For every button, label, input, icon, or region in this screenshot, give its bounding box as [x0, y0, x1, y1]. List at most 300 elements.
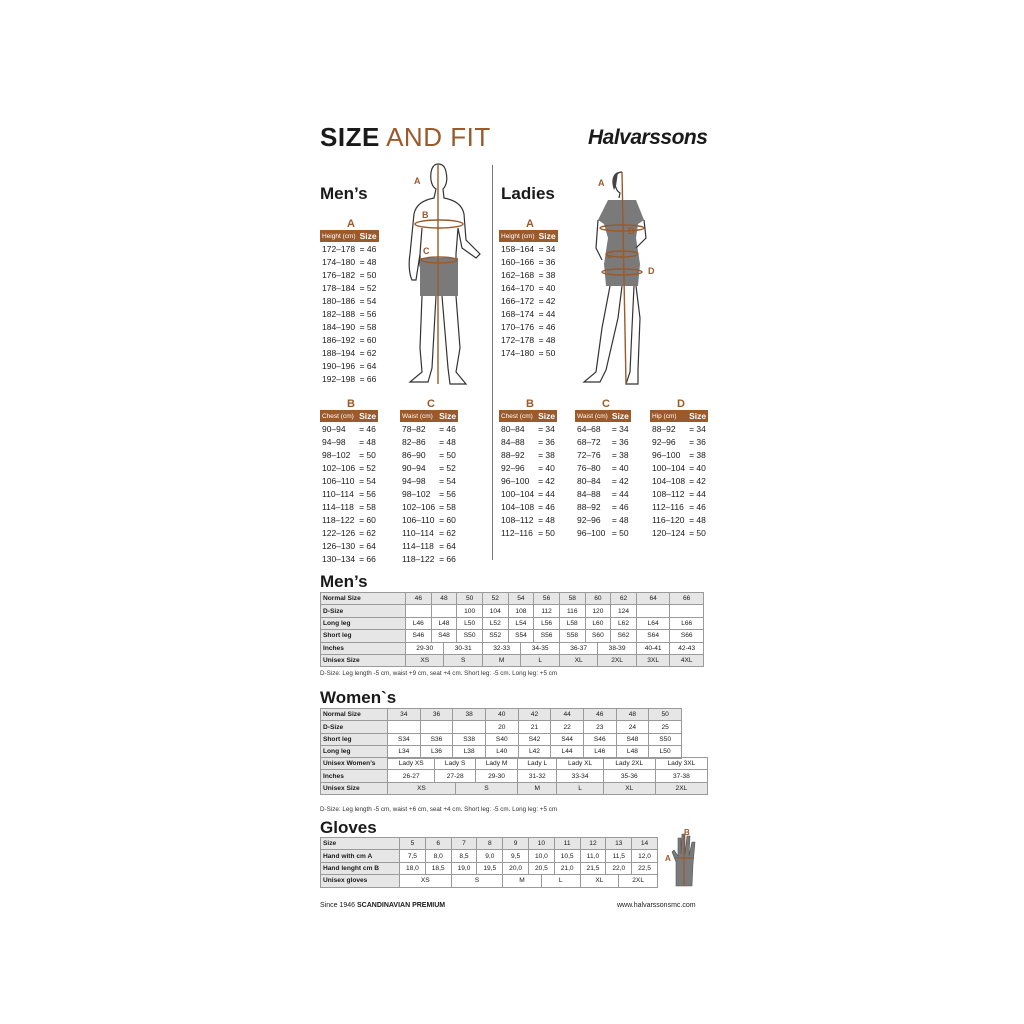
mens-chest-row — [320, 526, 378, 539]
ladies-hip-size: = 46 — [689, 501, 706, 512]
mens-waist-range: 82–86 — [402, 436, 426, 447]
mens-waist-row — [400, 539, 458, 552]
mens-height-size: = 62 — [359, 347, 377, 358]
womens-grid-cell: 36 — [420, 709, 453, 721]
mens-waist-row — [400, 474, 458, 487]
ladies-fig-letter-a: A — [598, 178, 605, 188]
mens-height-row — [320, 242, 379, 255]
title-light: AND FIT — [386, 122, 491, 152]
gloves-grid-cell: 20,0 — [503, 862, 529, 874]
ladies-height-table — [499, 230, 558, 359]
mens-chest-row — [320, 422, 378, 435]
ladies-height-row — [499, 255, 558, 268]
ladies-hip-range: 92–96 — [652, 436, 676, 447]
ladies-hip-row — [650, 487, 708, 500]
womens-inches-cell: 37-38 — [655, 770, 707, 782]
mens-grid-note: D-Size: Leg length -5 cm, waist +9 cm, seat +4 cm. Short leg: -5 cm. Long leg: +5 cm — [320, 670, 558, 677]
mens-waist-size: = 64 — [439, 540, 456, 551]
mens-waist-row — [400, 461, 458, 474]
mens-shorts — [420, 258, 458, 296]
ladies-hip-row — [650, 461, 708, 474]
womens-grid-cell: 48 — [616, 709, 649, 721]
ladies-height-size: = 42 — [538, 295, 556, 306]
ladies-chest-row — [499, 500, 557, 513]
womens-grid-cell: 42 — [518, 709, 551, 721]
gloves-grid-cell: 11,0 — [580, 850, 606, 862]
mens-height-size: = 50 — [359, 269, 377, 280]
mens-fig-letter-a: A — [414, 176, 421, 186]
ladies-height-row — [499, 268, 558, 281]
mens-grid-cell: 42-43 — [670, 642, 704, 654]
ladies-waist-col-label: Waist (cm) — [575, 410, 610, 422]
mens-height-row — [320, 294, 379, 307]
ladies-chest-range: 84–88 — [501, 436, 525, 447]
mens-waist-row — [400, 448, 458, 461]
mens-height-row — [320, 255, 379, 268]
ladies-chest-block — [499, 398, 561, 539]
ladies-chest-size: = 40 — [538, 462, 555, 473]
womens-grid-cell: 50 — [649, 709, 682, 721]
mens-grid-cell: 40-41 — [636, 642, 670, 654]
mens-grid-cell — [431, 605, 457, 617]
womens-grid-cell: 46 — [583, 709, 616, 721]
ladies-waist-block — [575, 398, 637, 539]
ladies-hip-row — [650, 474, 708, 487]
ladies-waist-size: = 40 — [611, 462, 629, 473]
gloves-grid-cell: 5 — [400, 838, 426, 850]
mens-chest-row — [320, 461, 378, 474]
gloves-grid-cell: 21,5 — [580, 862, 606, 874]
ladies-hip-range: 116–120 — [652, 514, 685, 525]
womens-grid-row — [321, 709, 682, 721]
gloves-grid-cell: 18,5 — [425, 862, 451, 874]
mens-height-range: 174–180 — [322, 256, 356, 267]
glove-hand-illustration — [664, 828, 706, 890]
ladies-hip-range: 88–92 — [652, 423, 676, 434]
ladies-waist-range: 72–76 — [577, 449, 601, 460]
ladies-hip-range: 120–124 — [652, 527, 686, 538]
mens-grid-cell: 29-30 — [406, 642, 444, 654]
mens-grid-label: Short leg — [321, 630, 406, 642]
womens-unisex-cell: Lady 2XL — [603, 758, 655, 770]
mens-grid-cell: 60 — [585, 593, 611, 605]
ladies-height-size: = 34 — [538, 243, 556, 254]
womens-inches-row — [321, 770, 708, 782]
ladies-hip-size: = 44 — [689, 488, 706, 499]
mens-grid-cell — [670, 605, 704, 617]
ladies-waist-range: 96–100 — [577, 527, 606, 538]
mens-waist-table — [400, 410, 458, 565]
mens-fig-letter-c: C — [423, 246, 430, 256]
ladies-hip-range: 100–104 — [652, 462, 686, 473]
womens-grid-cell: L34 — [388, 746, 421, 758]
gloves-grid-heading: Gloves — [320, 818, 377, 837]
womens-unisex-size-row — [321, 782, 708, 794]
ladies-height-block — [499, 218, 561, 359]
mens-chest-row — [320, 513, 378, 526]
gloves-unisex-label: Unisex gloves — [321, 875, 400, 887]
ladies-hip-range: 112–116 — [652, 501, 684, 512]
womens-unisex-cell: Lady S — [435, 758, 475, 770]
mens-grid-cell: 36-37 — [559, 642, 597, 654]
mens-height-row — [320, 320, 379, 333]
ladies-hip-size-label: Size — [689, 411, 707, 421]
womens-grid-row — [321, 733, 682, 745]
womens-grid-cell — [388, 721, 421, 733]
ladies-chest-row — [499, 422, 557, 435]
gloves-grid-cell: 7 — [451, 838, 477, 850]
mens-grid-row — [321, 654, 704, 666]
mens-chest-size: = 46 — [359, 423, 376, 434]
mens-waist-row — [400, 500, 458, 513]
mens-grid-row — [321, 642, 704, 654]
mens-chest-row — [320, 448, 378, 461]
mens-waist-row — [400, 552, 458, 565]
womens-grid-cell: S50 — [649, 733, 682, 745]
mens-chest-header-row — [320, 410, 378, 422]
mens-height-size: = 48 — [359, 256, 377, 267]
mens-chest-row — [320, 552, 378, 565]
womens-unisex-size-label: Unisex Size — [321, 782, 388, 794]
gloves-grid-label: Hand lenght cm B — [321, 862, 400, 874]
mens-chest-range: 118–122 — [322, 514, 355, 525]
womens-grid-cell: S38 — [453, 733, 486, 745]
mens-grid-cell: L62 — [611, 617, 637, 629]
womens-grid-label: Normal Size — [321, 709, 388, 721]
ladies-chest-size: = 38 — [538, 449, 555, 460]
mens-grid-cell: XL — [559, 654, 597, 666]
womens-grid-label: Short leg — [321, 733, 388, 745]
ladies-waist-range: 84–88 — [577, 488, 601, 499]
ladies-hip-row — [650, 422, 708, 435]
ladies-waist-size: = 34 — [611, 423, 629, 434]
mens-waist-range: 114–118 — [402, 540, 434, 551]
mens-height-size: = 54 — [359, 295, 377, 306]
mens-height-table — [320, 230, 379, 385]
ladies-chest-table — [499, 410, 557, 539]
ladies-chest-range: 96–100 — [501, 475, 530, 486]
womens-grid-cell: L36 — [420, 746, 453, 758]
gloves-grid-cell: 9,5 — [503, 850, 529, 862]
gloves-size-grid — [320, 837, 658, 888]
womens-grid-cell: 40 — [485, 709, 518, 721]
mens-grid-heading: Men’s — [320, 572, 368, 591]
womens-grid-cell: S36 — [420, 733, 453, 745]
womens-inches-cell: 27-28 — [435, 770, 475, 782]
womens-grid-cell: 22 — [551, 721, 584, 733]
title-bold: SIZE — [320, 122, 380, 152]
mens-chest-row — [320, 474, 378, 487]
womens-inches-label: Inches — [321, 770, 388, 782]
mens-waist-size: = 54 — [439, 475, 456, 486]
mens-height-row — [320, 281, 379, 294]
womens-grid-cell: 24 — [616, 721, 649, 733]
womens-grid-heading: Women`s — [320, 688, 397, 707]
mens-height-row — [320, 307, 379, 320]
ladies-waist-row — [575, 474, 631, 487]
ladies-height-range: 164–170 — [501, 282, 535, 293]
mens-grid-cell: 62 — [611, 593, 637, 605]
ladies-height-size: = 50 — [538, 347, 556, 358]
ladies-height-header-row — [499, 230, 558, 242]
ladies-hip-row — [650, 500, 708, 513]
gloves-grid-cell: 6 — [425, 838, 451, 850]
mens-chest-range: 98–102 — [322, 449, 351, 460]
mens-grid-row — [321, 617, 704, 629]
mens-grid-cell: 3XL — [636, 654, 670, 666]
mens-height-range: 192–198 — [322, 373, 356, 384]
ladies-chest-row — [499, 526, 557, 539]
womens-size-grid — [320, 708, 682, 759]
mens-height-block — [320, 218, 382, 385]
mens-waist-block — [400, 398, 462, 565]
ladies-waist-range: 68–72 — [577, 436, 601, 447]
mens-chest-table — [320, 410, 378, 565]
womens-inches-cell: 31-32 — [518, 770, 557, 782]
mens-grid-cell — [406, 605, 432, 617]
ladies-height-row — [499, 307, 558, 320]
mens-grid-cell: 124 — [611, 605, 637, 617]
mens-chest-range: 102–106 — [322, 462, 356, 473]
mens-grid-cell: L66 — [670, 617, 704, 629]
mens-chest-range: 110–114 — [322, 488, 354, 499]
ladies-chest-range: 80–84 — [501, 423, 525, 434]
mens-grid-cell: 100 — [457, 605, 483, 617]
mens-waist-size-label: Size — [439, 411, 457, 421]
ladies-waist-size: = 48 — [611, 514, 629, 525]
ladies-height-row — [499, 333, 558, 346]
ladies-chest-size: = 34 — [538, 423, 555, 434]
ladies-heading: Ladies — [501, 184, 555, 203]
womens-grid-cell: L44 — [551, 746, 584, 758]
gloves-grid-cell: 19,5 — [477, 862, 503, 874]
mens-height-header-row — [320, 230, 379, 242]
mens-chest-size: = 50 — [359, 449, 376, 460]
womens-unisex-cell: Lady 3XL — [655, 758, 707, 770]
mens-grid-cell: S60 — [585, 630, 611, 642]
womens-unisex-size-cell: XS — [388, 782, 456, 794]
mens-waist-size: = 50 — [439, 449, 456, 460]
womens-grid-cell: 21 — [518, 721, 551, 733]
gloves-grid-cell: 11,5 — [606, 850, 632, 862]
ladies-chest-size: = 36 — [538, 436, 555, 447]
ladies-hip-block — [650, 398, 712, 539]
mens-chest-size: = 58 — [359, 501, 376, 512]
mens-waist-range: 110–114 — [402, 527, 434, 538]
ladies-chest-size: = 46 — [538, 501, 555, 512]
gloves-unisex-cell: S — [451, 875, 503, 887]
mens-grid-cell: XS — [406, 654, 444, 666]
mens-waist-size: = 46 — [439, 423, 456, 434]
mens-grid-cell: 104 — [482, 605, 508, 617]
ladies-waist-size: = 46 — [611, 501, 629, 512]
ladies-waist-range: 64–68 — [577, 423, 601, 434]
mens-grid-cell: L50 — [457, 617, 483, 629]
ladies-height-size: = 36 — [538, 256, 556, 267]
ladies-height-size: = 48 — [538, 334, 556, 345]
ladies-hip-range: 104–108 — [652, 475, 686, 486]
mens-chest-range: 94–98 — [322, 436, 346, 447]
mens-grid-cell: L52 — [482, 617, 508, 629]
ladies-chest-range: 104–108 — [501, 501, 535, 512]
gloves-grid-row — [321, 838, 658, 850]
ladies-waist-size: = 44 — [611, 488, 629, 499]
mens-grid-label: Inches — [321, 642, 406, 654]
ladies-chest-row — [499, 435, 557, 448]
mens-grid-cell: L54 — [508, 617, 534, 629]
mens-height-range: 186–192 — [322, 334, 356, 345]
womens-unisex-size-cell: XL — [603, 782, 655, 794]
mens-height-row — [320, 359, 379, 372]
ladies-chest-size-label: Size — [538, 411, 556, 421]
ladies-waist-row — [575, 461, 631, 474]
mens-grid-cell: 4XL — [670, 654, 704, 666]
mens-grid-cell — [636, 605, 670, 617]
ladies-height-range: 166–172 — [501, 295, 535, 306]
ladies-fig-letter-d: D — [648, 266, 655, 276]
womens-grid-cell — [453, 721, 486, 733]
mens-grid-label: Long leg — [321, 617, 406, 629]
mens-heading: Men’s — [320, 184, 368, 203]
mens-grid-cell: 108 — [508, 605, 534, 617]
gloves-grid-row — [321, 862, 658, 874]
womens-inches-cell: 26-27 — [388, 770, 435, 782]
mens-grid-cell: 2XL — [598, 654, 637, 666]
womens-grid-cell: 44 — [551, 709, 584, 721]
ladies-waist-size: = 38 — [611, 449, 629, 460]
page-title — [320, 122, 491, 153]
ladies-chest-size: = 50 — [538, 527, 555, 538]
mens-grid-cell: M — [482, 654, 520, 666]
mens-grid-cell: 52 — [482, 593, 508, 605]
ladies-height-size-label: Size — [538, 231, 556, 241]
ladies-chest-header-row — [499, 410, 557, 422]
ladies-waist-letter: C — [602, 398, 610, 410]
ladies-hip-table — [650, 410, 708, 539]
mens-waist-range: 86–90 — [402, 449, 426, 460]
ladies-height-range: 158–164 — [501, 243, 535, 254]
mens-chest-size: = 66 — [359, 553, 376, 564]
gloves-grid-cell: 12 — [580, 838, 606, 850]
brand-logo: Halvarssons — [588, 126, 708, 149]
mens-waist-col-label: Waist (cm) — [400, 410, 437, 422]
ladies-chest-range: 88–92 — [501, 449, 525, 460]
womens-grid-cell: 34 — [388, 709, 421, 721]
ladies-height-letter: A — [526, 218, 534, 230]
gloves-grid-cell: 10 — [528, 838, 554, 850]
womens-grid-label: Long leg — [321, 746, 388, 758]
mens-waist-size: = 62 — [439, 527, 456, 538]
ladies-chest-size: = 44 — [538, 488, 555, 499]
gloves-unisex-cell: L — [541, 875, 580, 887]
mens-grid-cell: S — [444, 654, 483, 666]
ladies-hip-row — [650, 513, 708, 526]
womens-grid-label: D-Size — [321, 721, 388, 733]
womens-grid-cell: S46 — [583, 733, 616, 745]
ladies-waist-range: 80–84 — [577, 475, 601, 486]
ladies-chest-size: = 48 — [538, 514, 555, 525]
mens-grid-cell: L48 — [431, 617, 457, 629]
footer-tagline — [320, 902, 445, 909]
ladies-hip-col-label: Hip (cm) — [650, 410, 687, 422]
gloves-grid-cell: 19,0 — [451, 862, 477, 874]
mens-grid-label: Normal Size — [321, 593, 406, 605]
womens-unisex-cell: Lady XL — [557, 758, 603, 770]
ladies-chest-range: 112–116 — [501, 527, 533, 538]
mens-grid-cell: S66 — [670, 630, 704, 642]
mens-waist-header-row — [400, 410, 458, 422]
mens-grid-cell: S48 — [431, 630, 457, 642]
mens-height-range: 172–178 — [322, 243, 356, 254]
mens-grid-cell: 116 — [559, 605, 585, 617]
gloves-grid-cell: 8 — [477, 838, 503, 850]
gloves-unisex-cell: M — [503, 875, 542, 887]
mens-height-letter: A — [347, 218, 355, 230]
mens-waist-letter: C — [427, 398, 435, 410]
mens-waist-size: = 56 — [439, 488, 456, 499]
ladies-height-range: 170–176 — [501, 321, 535, 332]
mens-grid-cell: L46 — [406, 617, 432, 629]
gloves-grid-cell: 10,5 — [554, 850, 580, 862]
mens-grid-cell: S56 — [534, 630, 560, 642]
mens-grid-cell: 38-39 — [598, 642, 637, 654]
gloves-grid-label: Hand with cm A — [321, 850, 400, 862]
mens-height-size: = 64 — [359, 360, 377, 371]
mens-height-size: = 46 — [359, 243, 377, 254]
womens-grid-cell: S48 — [616, 733, 649, 745]
mens-grid-cell: S46 — [406, 630, 432, 642]
mens-waist-size: = 58 — [439, 501, 456, 512]
gloves-grid-cell: 18,0 — [400, 862, 426, 874]
gloves-grid-cell: 21,0 — [554, 862, 580, 874]
ladies-chest-row — [499, 487, 557, 500]
ladies-waist-row — [575, 487, 631, 500]
mens-chest-row — [320, 539, 378, 552]
ladies-height-row — [499, 320, 558, 333]
womens-grid-cell: L48 — [616, 746, 649, 758]
ladies-hip-letter: D — [677, 398, 685, 410]
gloves-grid-cell: 13 — [606, 838, 632, 850]
ladies-figure-illustration — [578, 168, 668, 392]
mens-grid-cell: 54 — [508, 593, 534, 605]
mens-waist-range: 78–82 — [402, 423, 426, 434]
mens-chest-col-label: Chest (cm) — [320, 410, 357, 422]
mens-waist-size: = 48 — [439, 436, 456, 447]
mens-grid-cell: S52 — [482, 630, 508, 642]
gloves-grid-cell: 9,0 — [477, 850, 503, 862]
womens-inches-cell: 33-34 — [557, 770, 603, 782]
gloves-grid-cell: 8,5 — [451, 850, 477, 862]
footer-url[interactable]: www.halvarssonsmc.com — [617, 902, 696, 909]
ladies-waist-size: = 50 — [611, 527, 629, 538]
ladies-height-range: 160–166 — [501, 256, 535, 267]
womens-grid-cell: L38 — [453, 746, 486, 758]
mens-chest-size: = 64 — [359, 540, 376, 551]
ladies-height-row — [499, 346, 558, 359]
ladies-waist-size-label: Size — [611, 411, 629, 421]
ladies-height-range: 174–180 — [501, 347, 535, 358]
womens-grid-cell: S42 — [518, 733, 551, 745]
ladies-waist-size: = 42 — [611, 475, 629, 486]
mens-figure-illustration — [398, 158, 490, 390]
womens-grid-cell: L46 — [583, 746, 616, 758]
womens-unisex-size-cell: L — [557, 782, 603, 794]
mens-grid-cell: S50 — [457, 630, 483, 642]
gloves-grid-cell: 8,0 — [425, 850, 451, 862]
ladies-waist-row — [575, 448, 631, 461]
womens-grid-cell: S44 — [551, 733, 584, 745]
mens-chest-row — [320, 435, 378, 448]
